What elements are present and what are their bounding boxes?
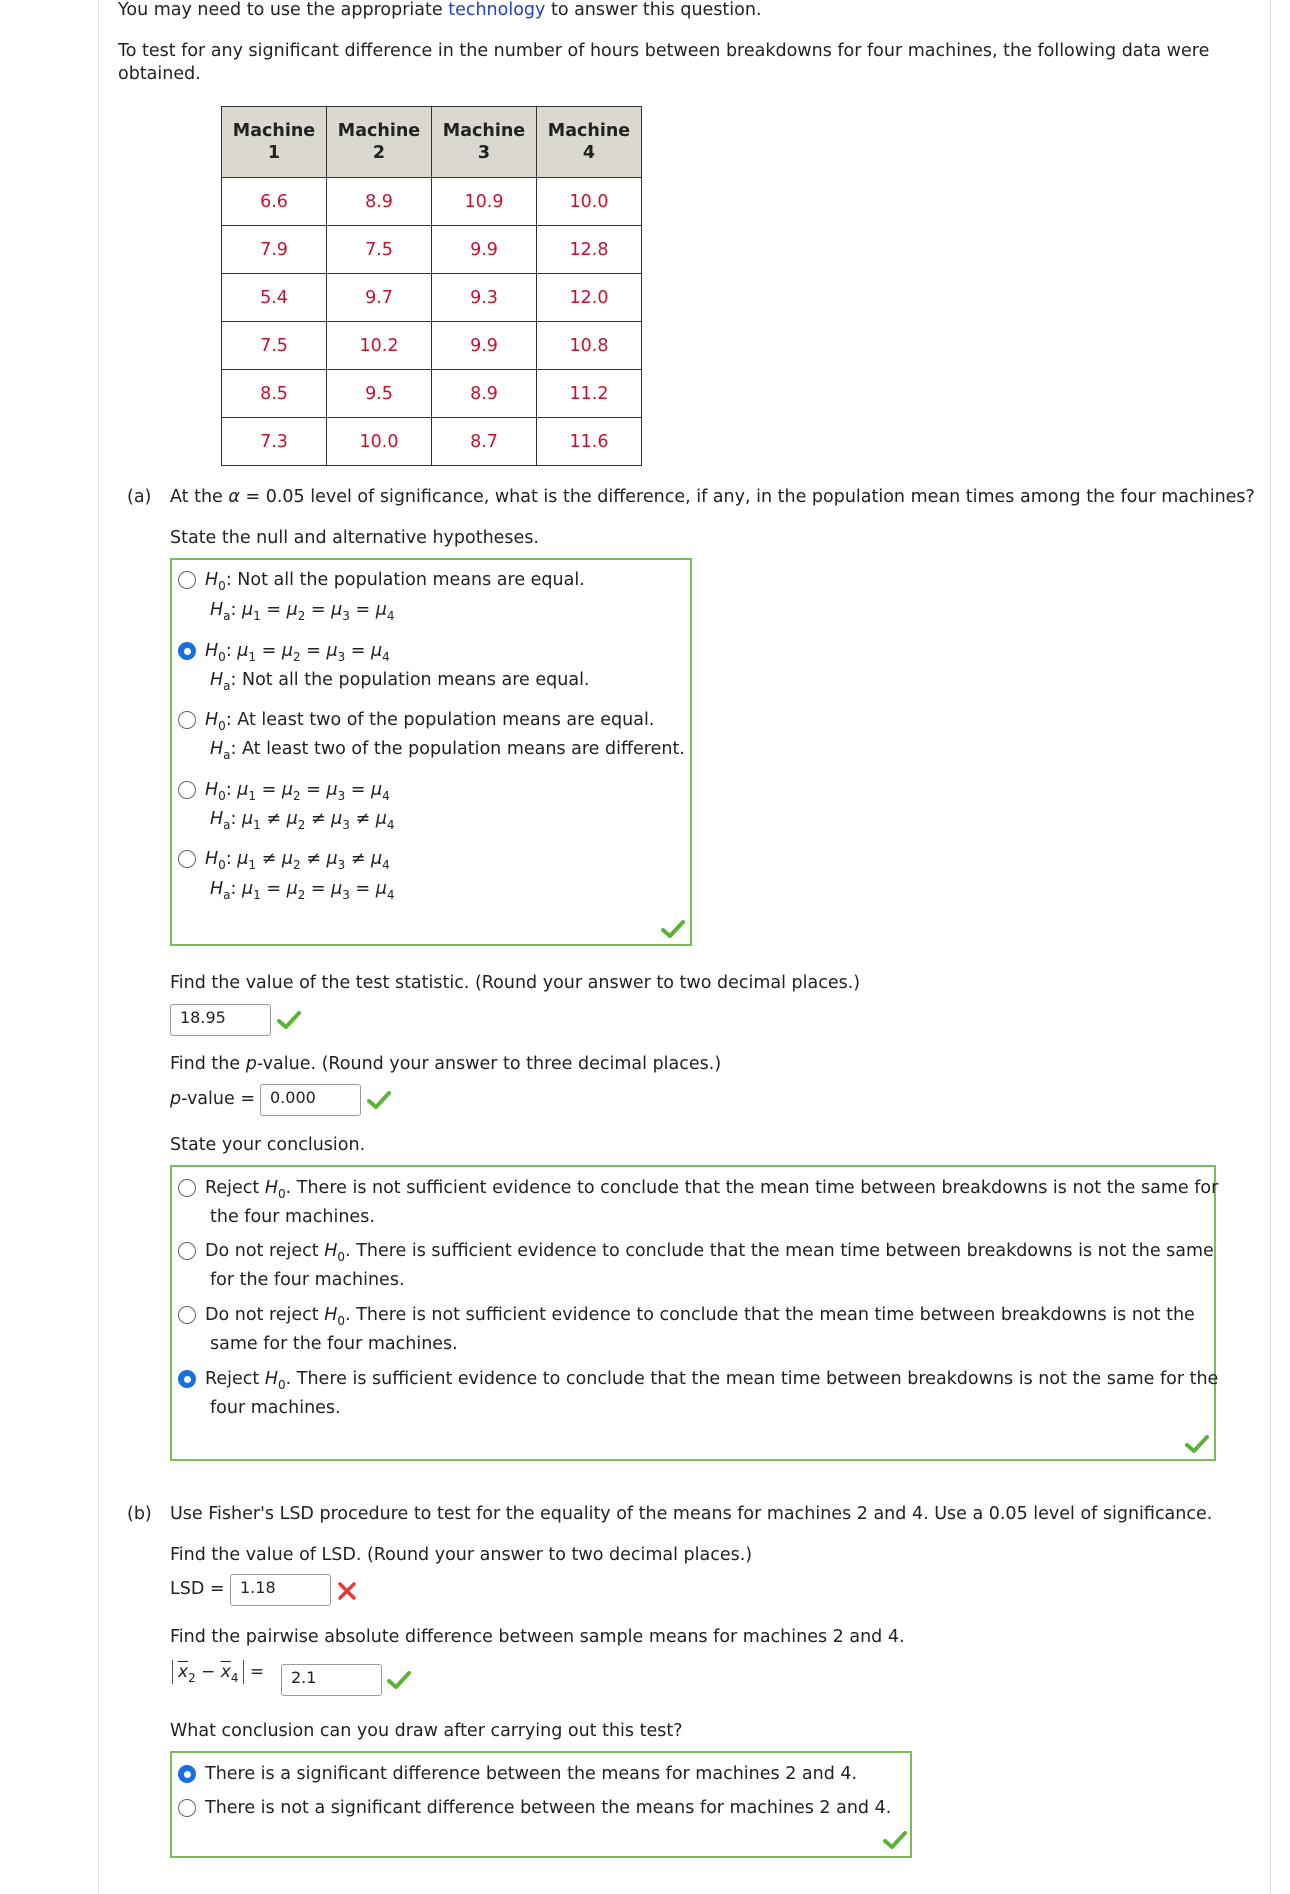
table-cell: 6.6 <box>222 178 327 226</box>
hypothesis-option-4-ha[interactable]: $H_a$: $\mu_1 \ne \mu_2 \ne \mu_3 \ne \mu_4$ <box>210 809 395 832</box>
lsd-conclusion-option-1-radio[interactable] <box>178 1765 196 1783</box>
table-row <box>222 418 642 466</box>
intro-paragraph-line1: To test for any significant difference in the number of hours between breakdowns for four machines, the following data were <box>118 41 1210 61</box>
part-b-question: Use Fisher's LSD procedure to test for the equality of the means for machines 2 and 4. Use a 0.05 level of significance. <box>170 1504 1213 1524</box>
part-b-label: (b) <box>127 1504 152 1524</box>
conclusion-option-1-radio[interactable] <box>178 1179 196 1197</box>
conclusion-option-2-radio[interactable] <box>178 1242 196 1260</box>
header-machine-3: Machine 3 <box>432 107 537 178</box>
hypothesis-option-1-radio[interactable] <box>178 571 196 589</box>
table-cell: 7.3 <box>222 418 327 466</box>
part-a-label: (a) <box>127 487 152 507</box>
intro-paragraph-line2: obtained. <box>118 64 201 84</box>
table-cell: 10.2 <box>327 322 432 370</box>
table-row <box>222 322 642 370</box>
conclusion-option-3-radio[interactable] <box>178 1306 196 1324</box>
conclusion-option-2-text[interactable]: Do not reject $H_0$. There is sufficient evidence to conclude that the mean time between breakdowns is not the same <box>205 1241 1214 1264</box>
conclusion-prompt: State your conclusion. <box>170 1135 366 1155</box>
correct-check-icon <box>1185 1434 1209 1454</box>
test-statistic-prompt: Find the value of the test statistic. (Round your answer to two decimal places.) <box>170 973 861 993</box>
hypothesis-option-3-h0[interactable]: $H_0$: At least two of the population means are equal. <box>205 710 655 733</box>
hypothesis-option-5-h0[interactable]: $H_0$: $\mu_1 \ne \mu_2 \ne \mu_3 \ne \mu_4$ <box>205 849 390 872</box>
table-cell: 11.2 <box>537 370 642 418</box>
mean-difference-input[interactable]: 2.1 <box>281 1664 382 1696</box>
intro-text-end: to answer this question. <box>545 0 762 20</box>
table-cell: 10.8 <box>537 322 642 370</box>
table-cell: 7.5 <box>222 322 327 370</box>
correct-check-icon <box>367 1090 391 1110</box>
hypothesis-option-4-radio[interactable] <box>178 781 196 799</box>
conclusion-option-3-text[interactable]: Do not reject $H_0$. There is not sufficient evidence to conclude that the mean time between breakdowns is not the <box>205 1305 1195 1328</box>
alpha-symbol: α <box>228 487 240 507</box>
hypothesis-option-5-radio[interactable] <box>178 850 196 868</box>
hypothesis-option-2-radio[interactable] <box>178 642 196 660</box>
table-cell: 12.0 <box>537 274 642 322</box>
conclusion-option-4-text[interactable]: Reject $H_0$. There is sufficient evidence to conclude that the mean time between breakdowns is not the same for the <box>205 1369 1219 1392</box>
mean-difference-expression: $\overline{x}_2 - \overline{x}_4$ = <box>172 1662 264 1682</box>
table-cell: 9.5 <box>327 370 432 418</box>
hypothesis-option-2-ha[interactable]: $H_a$: Not all the population means are equal. <box>210 670 590 693</box>
test-statistic-input[interactable]: 18.95 <box>170 1004 271 1036</box>
table-cell: 7.9 <box>222 226 327 274</box>
table-cell: 9.7 <box>327 274 432 322</box>
conclusion-option-2-text-line2[interactable]: for the four machines. <box>210 1270 405 1290</box>
correct-check-icon <box>883 1830 907 1850</box>
table-row <box>222 274 642 322</box>
correct-check-icon <box>277 1010 301 1030</box>
header-machine-1: Machine 1 <box>222 107 327 178</box>
table-cell: 12.8 <box>537 226 642 274</box>
lsd-input[interactable]: 1.18 <box>230 1574 331 1606</box>
part-a-question: At the α = 0.05 level of significance, what is the difference, if any, in the population mean times among the four machines? <box>170 487 1255 507</box>
correct-check-icon <box>661 919 685 939</box>
lsd-label: LSD = <box>170 1579 225 1599</box>
table-header-row <box>222 107 642 178</box>
pvalue-input[interactable]: 0.000 <box>260 1084 361 1116</box>
intro-text: You may need to use the appropriate <box>118 0 449 20</box>
lsd-conclusion-option-2-radio[interactable] <box>178 1799 196 1817</box>
hypotheses-prompt: State the null and alternative hypotheses. <box>170 528 539 548</box>
technology-link[interactable]: technology <box>448 0 546 20</box>
hypothesis-option-2-h0[interactable]: $H_0$: $\mu_1 = \mu_2 = \mu_3 = \mu_4$ <box>205 641 390 664</box>
hypothesis-option-3-ha[interactable]: $H_a$: At least two of the population means are different. <box>210 739 685 762</box>
conclusion-option-4-text-line2[interactable]: four machines. <box>210 1398 341 1418</box>
data-table <box>221 106 642 466</box>
conclusion-option-1-text-line2[interactable]: the four machines. <box>210 1207 375 1227</box>
lsd-conclusion-option-2-text[interactable]: There is not a significant difference between the means for machines 2 and 4. <box>205 1798 892 1818</box>
table-cell: 10.9 <box>432 178 537 226</box>
incorrect-x-icon <box>337 1581 357 1601</box>
lsd-conclusion-option-1-text[interactable]: There is a significant difference between the means for machines 2 and 4. <box>205 1764 858 1784</box>
pvalue-label: p-value = <box>170 1089 255 1109</box>
table-cell: 10.0 <box>327 418 432 466</box>
hypothesis-option-3-radio[interactable] <box>178 711 196 729</box>
table-row <box>222 370 642 418</box>
table-row <box>222 226 642 274</box>
table-cell: 8.5 <box>222 370 327 418</box>
table-cell: 8.9 <box>327 178 432 226</box>
table-cell: 7.5 <box>327 226 432 274</box>
hypothesis-option-5-ha[interactable]: $H_a$: $\mu_1 = \mu_2 = \mu_3 = \mu_4$ <box>210 879 395 902</box>
difference-prompt: Find the pairwise absolute difference between sample means for machines 2 and 4. <box>170 1627 905 1647</box>
table-cell: 9.9 <box>432 322 537 370</box>
lsd-prompt: Find the value of LSD. (Round your answer to two decimal places.) <box>170 1545 753 1565</box>
lsd-conclusion-prompt: What conclusion can you draw after carrying out this test? <box>170 1721 683 1741</box>
header-machine-4: Machine 4 <box>537 107 642 178</box>
correct-check-icon <box>387 1670 411 1690</box>
conclusion-option-4-radio[interactable] <box>178 1370 196 1388</box>
table-cell: 8.9 <box>432 370 537 418</box>
table-row <box>222 178 642 226</box>
conclusion-option-3-text-line2[interactable]: same for the four machines. <box>210 1334 458 1354</box>
hypothesis-option-4-h0[interactable]: $H_0$: $\mu_1 = \mu_2 = \mu_3 = \mu_4$ <box>205 780 390 803</box>
intro-line <box>118 0 762 20</box>
conclusion-option-1-text[interactable]: Reject $H_0$. There is not sufficient evidence to conclude that the mean time between breakdowns is not the same for <box>205 1178 1219 1201</box>
table-cell: 9.9 <box>432 226 537 274</box>
table-cell: 8.7 <box>432 418 537 466</box>
hypothesis-option-1-h0[interactable]: $H_0$: Not all the population means are equal. <box>205 570 585 593</box>
hypothesis-option-1-ha[interactable]: $H_a$: $\mu_1 = \mu_2 = \mu_3 = \mu_4$ <box>210 600 395 623</box>
table-cell: 9.3 <box>432 274 537 322</box>
header-machine-2: Machine 2 <box>327 107 432 178</box>
table-cell: 11.6 <box>537 418 642 466</box>
pvalue-prompt: Find the p-value. (Round your answer to three decimal places.) <box>170 1054 722 1074</box>
table-cell: 10.0 <box>537 178 642 226</box>
table-cell: 5.4 <box>222 274 327 322</box>
